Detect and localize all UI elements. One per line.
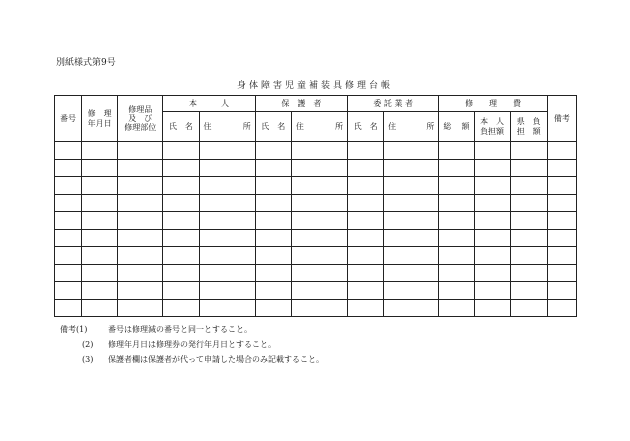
empty-cell — [199, 177, 255, 195]
empty-cell — [439, 177, 474, 195]
empty-cell — [348, 299, 384, 317]
empty-cell — [55, 264, 82, 282]
empty-cell — [348, 282, 384, 300]
header-number: 番号 — [55, 96, 82, 142]
empty-cell — [439, 142, 474, 160]
empty-cell — [163, 194, 199, 212]
table-row — [55, 264, 577, 282]
empty-cell — [255, 194, 291, 212]
empty-cell — [291, 177, 347, 195]
empty-cell — [384, 282, 439, 300]
empty-cell — [82, 142, 118, 160]
repair-ledger-table — [54, 95, 577, 317]
empty-cell — [118, 264, 163, 282]
empty-cell — [510, 247, 547, 265]
empty-cell — [384, 247, 439, 265]
empty-cell — [510, 142, 547, 160]
empty-cell — [439, 229, 474, 247]
table-row — [55, 194, 577, 212]
empty-cell — [255, 177, 291, 195]
empty-cell — [163, 229, 199, 247]
empty-cell — [291, 264, 347, 282]
empty-cell — [199, 247, 255, 265]
empty-cell — [118, 159, 163, 177]
table-row — [55, 299, 577, 317]
table-row — [55, 212, 577, 230]
header-contractor: 委 託 業 者 — [348, 96, 439, 112]
empty-cell — [82, 282, 118, 300]
empty-cell — [291, 229, 347, 247]
empty-cell — [547, 212, 576, 230]
note-3: (3) 保護者欄は保護者が代って申請した場合のみ記載すること。 — [82, 355, 324, 364]
empty-cell — [55, 247, 82, 265]
empty-cell — [384, 299, 439, 317]
notes — [60, 322, 324, 367]
empty-cell — [474, 247, 510, 265]
empty-cell — [82, 247, 118, 265]
empty-cell — [55, 142, 82, 160]
empty-cell — [199, 212, 255, 230]
empty-cell — [510, 299, 547, 317]
empty-cell — [474, 142, 510, 160]
empty-cell — [384, 194, 439, 212]
empty-cell — [291, 159, 347, 177]
empty-cell — [255, 229, 291, 247]
table-row — [55, 282, 577, 300]
empty-cell — [474, 177, 510, 195]
empty-cell — [510, 212, 547, 230]
empty-cell — [55, 212, 82, 230]
empty-cell — [255, 159, 291, 177]
empty-cell — [55, 159, 82, 177]
empty-cell — [163, 212, 199, 230]
empty-cell — [474, 229, 510, 247]
empty-cell — [348, 194, 384, 212]
empty-cell — [439, 194, 474, 212]
empty-cell — [439, 212, 474, 230]
table-row — [55, 229, 577, 247]
empty-cell — [82, 159, 118, 177]
empty-cell — [547, 177, 576, 195]
empty-cell — [348, 264, 384, 282]
table-row — [55, 142, 577, 160]
empty-cell — [199, 159, 255, 177]
header-principal-address: 住 所 — [199, 112, 255, 142]
empty-cell — [547, 282, 576, 300]
header-self-burden: 本 人 負担額 — [474, 112, 510, 142]
empty-cell — [199, 299, 255, 317]
empty-cell — [547, 264, 576, 282]
empty-cell — [547, 247, 576, 265]
empty-cell — [291, 212, 347, 230]
empty-cell — [547, 229, 576, 247]
empty-cell — [510, 264, 547, 282]
empty-cell — [118, 229, 163, 247]
empty-cell — [163, 177, 199, 195]
empty-cell — [510, 177, 547, 195]
header-guardian-name: 氏 名 — [255, 112, 291, 142]
header-principal: 本 人 — [163, 96, 255, 112]
header-remarks: 備考 — [547, 96, 576, 142]
empty-cell — [384, 159, 439, 177]
empty-cell — [118, 142, 163, 160]
empty-cell — [82, 177, 118, 195]
empty-cell — [199, 264, 255, 282]
empty-cell — [55, 229, 82, 247]
header-repair-item: 修理品 及 び 修理部位 — [118, 96, 163, 142]
empty-cell — [118, 282, 163, 300]
note-1: 備考(1) 番号は修理減の番号と同一とすること。 — [60, 325, 252, 334]
empty-cell — [291, 299, 347, 317]
document-title: 身体障害児童補装具修理台帳 — [236, 81, 393, 91]
empty-cell — [291, 247, 347, 265]
empty-cell — [439, 159, 474, 177]
empty-cell — [439, 247, 474, 265]
empty-cell — [348, 142, 384, 160]
table-row — [55, 159, 577, 177]
header-contractor-name: 氏 名 — [348, 112, 384, 142]
empty-cell — [439, 264, 474, 282]
empty-cell — [547, 299, 576, 317]
empty-cell — [82, 264, 118, 282]
empty-cell — [199, 194, 255, 212]
empty-cell — [163, 299, 199, 317]
empty-cell — [474, 299, 510, 317]
empty-cell — [474, 282, 510, 300]
empty-cell — [291, 194, 347, 212]
empty-cell — [82, 229, 118, 247]
empty-cell — [255, 264, 291, 282]
empty-cell — [118, 247, 163, 265]
empty-cell — [474, 212, 510, 230]
empty-cell — [55, 194, 82, 212]
empty-cell — [547, 159, 576, 177]
note-2: (2) 修理年月日は修理券の発行年月日とすること。 — [82, 340, 276, 349]
form-number: 別紙様式第9号 — [56, 58, 116, 68]
empty-cell — [118, 194, 163, 212]
empty-cell — [199, 142, 255, 160]
empty-cell — [255, 282, 291, 300]
empty-cell — [384, 264, 439, 282]
empty-cell — [474, 194, 510, 212]
empty-cell — [510, 282, 547, 300]
empty-cell — [474, 159, 510, 177]
empty-cell — [163, 142, 199, 160]
empty-cell — [348, 159, 384, 177]
header-guardian-address: 住 所 — [291, 112, 347, 142]
empty-cell — [348, 229, 384, 247]
empty-cell — [439, 282, 474, 300]
empty-cell — [384, 142, 439, 160]
empty-cell — [82, 212, 118, 230]
empty-cell — [118, 177, 163, 195]
empty-cell — [547, 194, 576, 212]
empty-cell — [474, 264, 510, 282]
empty-cell — [510, 229, 547, 247]
empty-cell — [163, 247, 199, 265]
empty-cell — [82, 299, 118, 317]
empty-cell — [118, 299, 163, 317]
empty-cell — [384, 229, 439, 247]
header-guardian: 保 護 者 — [255, 96, 347, 112]
table-row — [55, 177, 577, 195]
header-repair-cost: 修 理 費 — [439, 96, 547, 112]
empty-cell — [547, 142, 576, 160]
empty-cell — [255, 212, 291, 230]
empty-cell — [384, 212, 439, 230]
empty-cell — [82, 194, 118, 212]
empty-cell — [163, 159, 199, 177]
header-pref-burden: 県 負 担 額 — [510, 112, 547, 142]
empty-cell — [255, 247, 291, 265]
empty-cell — [118, 212, 163, 230]
empty-cell — [163, 282, 199, 300]
empty-cell — [55, 299, 82, 317]
empty-cell — [163, 264, 199, 282]
empty-cell — [199, 282, 255, 300]
empty-cell — [348, 212, 384, 230]
empty-cell — [439, 299, 474, 317]
empty-cell — [55, 177, 82, 195]
header-repair-date: 修 理 年月日 — [82, 96, 118, 142]
table-row — [55, 247, 577, 265]
header-principal-name: 氏 名 — [163, 112, 199, 142]
empty-cell — [348, 177, 384, 195]
header-contractor-address: 住 所 — [384, 112, 439, 142]
empty-cell — [255, 142, 291, 160]
ledger-body — [55, 142, 577, 317]
empty-cell — [384, 177, 439, 195]
empty-cell — [55, 282, 82, 300]
header-total: 総 額 — [439, 112, 474, 142]
empty-cell — [291, 282, 347, 300]
empty-cell — [510, 194, 547, 212]
empty-cell — [348, 247, 384, 265]
empty-cell — [255, 299, 291, 317]
empty-cell — [510, 159, 547, 177]
empty-cell — [291, 142, 347, 160]
empty-cell — [199, 229, 255, 247]
